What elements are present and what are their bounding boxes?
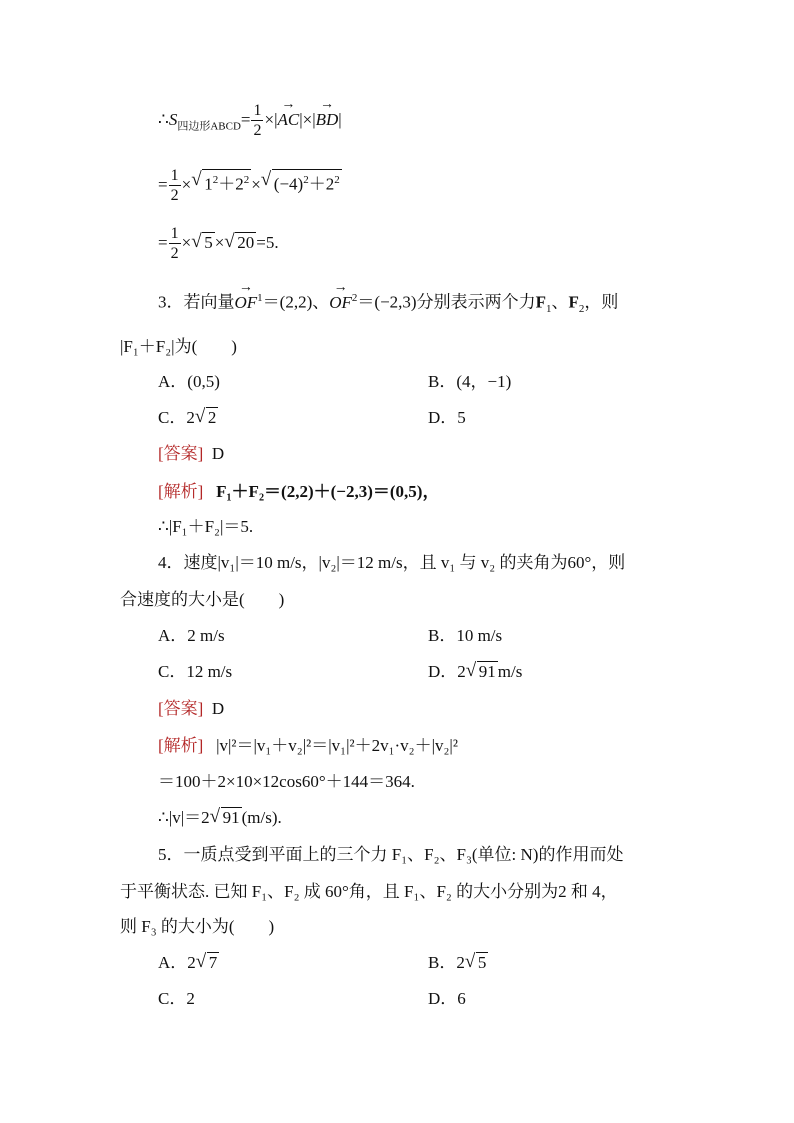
q3-answer: [答案] D xyxy=(158,444,225,463)
q4-conclusion: ∴|v|＝2√ 91 (m/s). xyxy=(158,806,282,830)
vector-of1: → OF xyxy=(235,291,258,315)
q5-option-d: D．6 xyxy=(428,989,466,1008)
analysis-label: [解析] xyxy=(158,482,204,501)
q5-line-3: 则 F₃ 的大小为( ) xyxy=(120,917,275,936)
vector-ac: → AC xyxy=(277,108,299,132)
half-fraction: $\frac{1}{2}$ xyxy=(253,102,262,139)
q5-line-1: 5．一质点受到平面上的三个力 F₁、F₂、F₃(单位: N)的作用而处 xyxy=(158,845,624,864)
sqrt-expression: √ $(-4)^2+2^2$ xyxy=(261,169,342,197)
q4-analysis: [解析] |v|²＝|v₁＋v₂|²＝|v₁|²＋2v₁·v₂＋|v₂|² xyxy=(158,736,458,755)
area-subscript: 四边形ABCD xyxy=(177,120,241,133)
sqrt-expression: √ $1^2+2^2$ xyxy=(191,169,251,197)
area-line-3: = $\frac{1}{2}$ ×√ 5 ×√ 20 =5. xyxy=(158,226,279,262)
q4-option-c: C．12 m/s xyxy=(158,662,233,681)
q3-line-1: 3．若向量→ $OF^1=(2,2)$、→ $OF^2=(-2,3)$分别表示两个力$F_1$、$F_2$，则 xyxy=(158,286,618,321)
equals-sign: = xyxy=(240,109,251,129)
q5-option-a: A．2√ 7 xyxy=(158,951,219,975)
q3-conclusion: ∴|F₁＋F₂|＝5. xyxy=(158,517,254,536)
answer-label: [答案] xyxy=(158,699,204,718)
analysis-label: [解析] xyxy=(158,736,204,755)
q3-option-d: D．5 xyxy=(428,408,466,427)
area-symbol: S xyxy=(168,109,178,129)
q5-option-c: C．2 xyxy=(158,989,195,1008)
q4-calc: ＝100＋2×10×12cos60°＋144＝364. xyxy=(158,772,415,791)
answer-label: [答案] xyxy=(158,444,204,463)
q4-option-d: D．2√ 91 m/s xyxy=(428,660,522,684)
half-fraction: $\frac{1}{2}$ xyxy=(170,225,179,262)
q4-line-1: 4．速度|v₁|＝10 m/s，|v₂|＝12 m/s，且 v₁ 与 v₂ 的夹角为60°，则 xyxy=(158,553,626,572)
q5-line-2: 于平衡状态. 已知 F₁、F₂ 成 60°角，且 F₁、F₂ 的大小分别为2 和 4， xyxy=(120,882,618,901)
q3-option-a: A．(0,5) xyxy=(158,372,220,391)
q3-analysis: [解析] F₁＋F₂＝(2,2)＋(−2,3)＝(0,5)， xyxy=(158,482,440,501)
half-fraction: $\frac{1}{2}$ xyxy=(170,167,179,204)
q3-option-c: C．2√ 2 xyxy=(158,406,218,430)
q4-option-a: A．2 m/s xyxy=(158,626,225,645)
area-line-1: $\therefore S_{四边形ABCD}=$ $\frac{1}{2}$ ×|→ AC|×|→ BD| xyxy=(158,103,342,139)
q4-answer: [答案] D xyxy=(158,699,225,718)
vector-of2: → OF xyxy=(329,291,352,315)
therefore-symbol: ∴ xyxy=(158,109,169,129)
q3-option-b: B．(4，−1) xyxy=(428,372,512,391)
vector-bd: → BD xyxy=(316,108,339,132)
q4-line-2: 合速度的大小是( ) xyxy=(120,590,285,609)
q3-line-2: |F₁＋F₂|为( ) xyxy=(120,337,237,356)
q5-option-b: B．2√ 5 xyxy=(428,951,488,975)
q4-option-b: B．10 m/s xyxy=(428,626,503,645)
area-line-2: = $\frac{1}{2}$ ×√ $1^2+2^2$ ×√ $(-4)^2+2^2$ xyxy=(158,168,342,204)
